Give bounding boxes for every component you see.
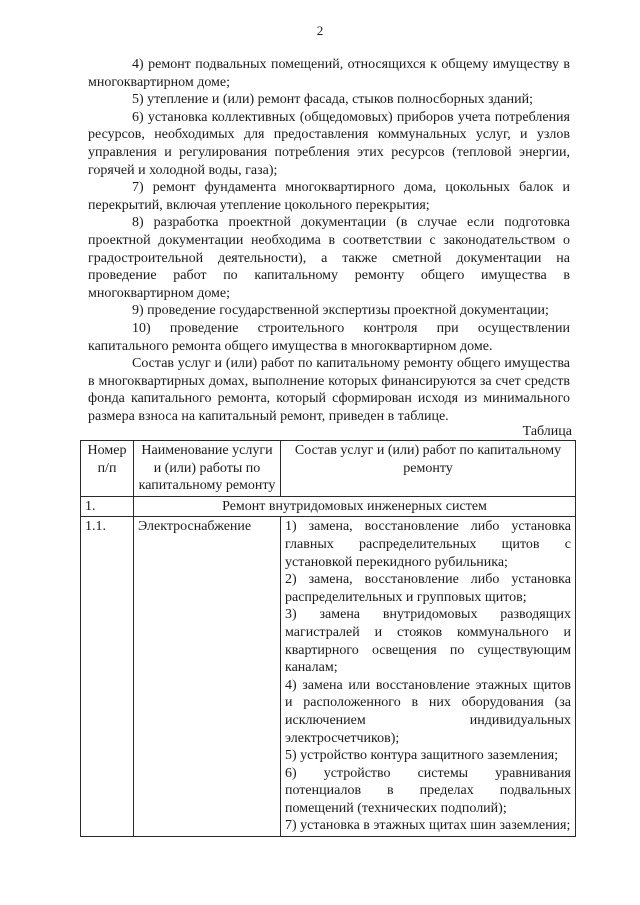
list-item: 1) замена, восстановление либо установка главных распределительных щитов с установкой перекидного рубильника; xyxy=(285,519,571,570)
body-text xyxy=(88,56,570,425)
paragraph: 10) проведение строительного контроля при осуществлении капитального ремонта общего имущества в многоквартирном доме. xyxy=(88,320,570,354)
works-table xyxy=(80,440,576,837)
row-number: 1.1. xyxy=(81,517,134,837)
paragraph: 7) ремонт фундамента многоквартирного дома, цокольных балок и перекрытий, включая утепление цокольного перекрытия; xyxy=(88,180,570,213)
paragraph: Состав услуг и (или) работ по капитальному ремонту общего имущества в многоквартирных домах, выполнение которых финансируются за счет средств фонда капитального ремонта, который сформирован исходя из минимального размера взноса на капитальный ремонт, приведен в таблице. xyxy=(88,356,570,424)
page-number: 2 xyxy=(316,23,324,38)
paragraph: 6) установка коллективных (общедомовых) приборов учета потребления ресурсов, необходимых для предоставления коммунальных услуг, и узлов управления и регулирования потребления этих ресурсов (тепловой энергии, горячей и холодной воды, газа); xyxy=(88,109,570,178)
list-item: 3) замена внутридомовых разводящих магистралей и стояков коммунального и квартирного освещения по существующим каналам; xyxy=(285,607,571,676)
table-section-row xyxy=(81,496,576,517)
header-composition: Состав услуг и (или) работ по капитальному ремонту xyxy=(281,441,576,497)
list-item: 4) замена или восстановление этажных щитов и расположенного в них оборудования (за исключением индивидуальных электросчетчиков); xyxy=(285,677,571,746)
list-item: 5) устройство контура защитного заземления; xyxy=(285,748,559,764)
paragraph: 4) ремонт подвальных помещений, относящихся к общему имуществу в многоквартирном доме; xyxy=(88,57,570,90)
table-row xyxy=(81,517,576,837)
list-item: 7) установка в этажных щитах шин заземления; xyxy=(285,818,571,834)
paragraph: 9) проведение государственной экспертизы проектной документации; xyxy=(132,303,549,319)
list-item: 2) замена, восстановление либо установка распределительных и групповых щитов; xyxy=(285,572,571,605)
header-number: Номер п/п xyxy=(81,441,134,497)
paragraph: 5) утепление и (или) ремонт фасада, стыков полносборных зданий; xyxy=(132,92,534,108)
table-caption: Таблица xyxy=(522,424,572,439)
section-title: Ремонт внутридомовых инженерных систем xyxy=(134,496,576,517)
row-items xyxy=(281,517,576,837)
row-name: Электроснабжение xyxy=(134,517,281,837)
list-item: 6) устройство системы уравнивания потенциалов в пределах подвальных помещений (технических подполий); xyxy=(285,765,571,816)
paragraph: 8) разработка проектной документации (в случае если подготовка проектной документации необходима в соответствии с законодательством о градостроительной деятельности), а также сметной документации на проведение работ по капитальному ремонту общего имущества в многоквартирном доме; xyxy=(88,215,570,301)
section-number: 1. xyxy=(81,496,134,517)
table-header-row xyxy=(81,441,576,497)
header-name: Наименование услуги и (или) работы по капитальному ремонту xyxy=(134,441,281,497)
